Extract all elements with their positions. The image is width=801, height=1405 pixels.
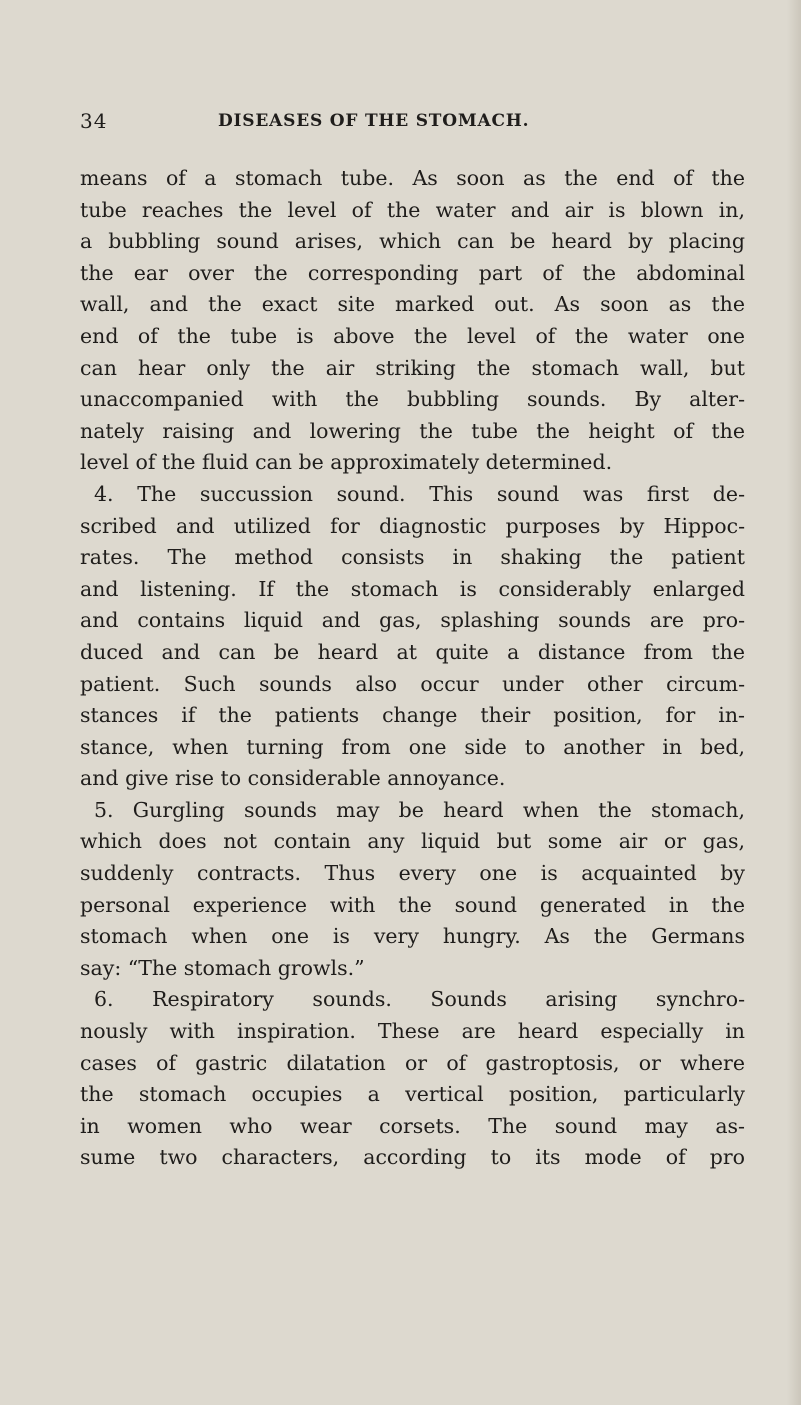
text-line: and give rise to considerable annoyance. [80, 766, 506, 791]
body-text [80, 163, 745, 1174]
text-line: and listening. If the stomach is considerably enlarged [80, 576, 745, 601]
text-line: means of a stomach tube. As soon as the end of the [80, 166, 745, 190]
page-number: 34 [80, 109, 108, 133]
text-line: personal experience with the sound generated in the [80, 892, 745, 917]
text-line: scribed and utilized for diagnostic purposes by Hippoc- [80, 513, 745, 538]
text-line: sume two characters, according to its mode of pro [80, 1145, 745, 1170]
text-line: say: “The stomach growls.” [80, 955, 365, 980]
text-line: tube reaches the level of the water and air is blown in, [80, 197, 745, 222]
text-line: unaccompanied with the bubbling sounds. By alter- [80, 387, 745, 412]
text-line: the stomach occupies a vertical position, particularly [80, 1082, 745, 1107]
text-line: suddenly contracts. Thus every one is acquainted by [80, 861, 745, 886]
text-line: in women who wear corsets. The sound may as- [80, 1113, 745, 1138]
text-line: nately raising and lowering the tube the height of the [80, 418, 745, 443]
text-line: stomach when one is very hungry. As the Germans [80, 924, 745, 949]
text-line: duced and can be heard at quite a distance from the [80, 639, 745, 664]
text-line: level of the fluid can be approximately determined. [80, 450, 613, 475]
page-edge [787, 0, 801, 1405]
text-line: which does not contain any liquid but some air or gas, [80, 829, 745, 854]
text-line: 4. The succussion sound. This sound was first de- [94, 481, 745, 506]
text-line: stances if the patients change their position, for in- [80, 703, 745, 728]
running-head-title: DISEASES OF THE STOMACH. [218, 111, 530, 131]
text-line: 5. Gurgling sounds may be heard when the stomach, [94, 797, 745, 822]
text-line: the ear over the corresponding part of the abdominal [80, 260, 745, 285]
text-line: and contains liquid and gas, splashing sounds are pro- [80, 608, 745, 633]
text-line: 6. Respiratory sounds. Sounds arising synchro- [94, 987, 745, 1012]
text-line: cases of gastric dilatation or of gastroptosis, or where [80, 1050, 745, 1075]
text-line: can hear only the air striking the stomach wall, but [80, 355, 745, 380]
text-line: patient. Such sounds also occur under other circum- [80, 671, 745, 696]
running-head [80, 103, 740, 133]
text-line: stance, when turning from one side to another in bed, [80, 734, 745, 759]
text-line: end of the tube is above the level of the water one [80, 323, 745, 348]
text-line: a bubbling sound arises, which can be heard by placing [80, 229, 745, 254]
text-line: rates. The method consists in shaking the patient [80, 545, 745, 570]
text-line: nously with inspiration. These are heard especially in [80, 1019, 745, 1044]
text-line: wall, and the exact site marked out. As soon as the [80, 292, 745, 317]
